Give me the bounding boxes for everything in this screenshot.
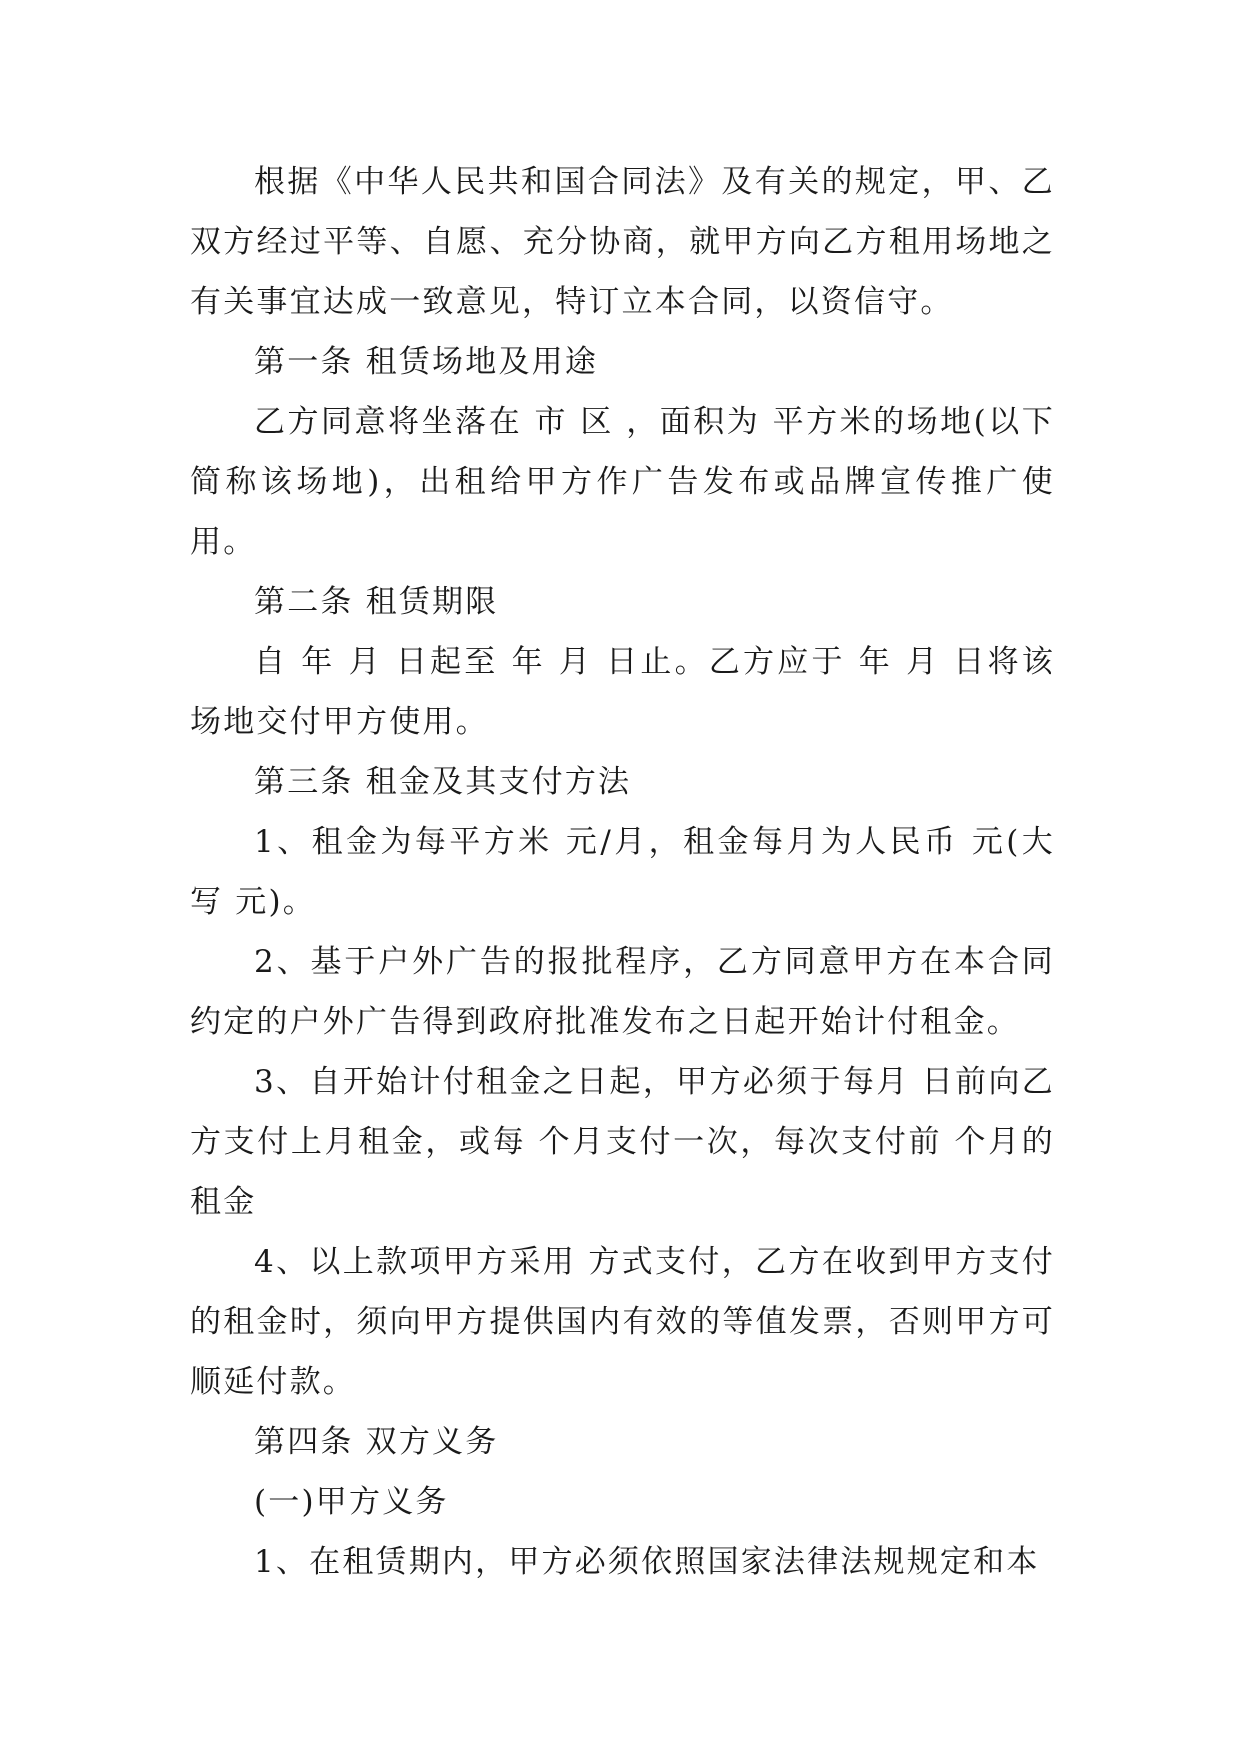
article-4-subheading-party-a: (一)甲方义务 <box>254 1484 449 1520</box>
article-3-clause-1: 1、租金为每平方米 元/月，租金每月为人民币 元(大写 元)。 <box>190 824 1055 920</box>
article-1-heading: 第一条 租赁场地及用途 <box>254 344 599 380</box>
document-body <box>190 152 1055 1592</box>
article-2-body: 自 年 月 日起至 年 月 日止。乙方应于 年 月 日将该场地交付甲方使用。 <box>190 644 1055 740</box>
article-3-heading: 第三条 租金及其支付方法 <box>254 764 632 800</box>
article-2-heading: 第二条 租赁期限 <box>254 584 499 620</box>
article-4-heading: 第四条 双方义务 <box>254 1424 499 1460</box>
article-4-clause-1: 1、在租赁期内，甲方必须依照国家法律法规规定和本 <box>254 1544 1040 1580</box>
article-3-clause-2: 2、基于户外广告的报批程序，乙方同意甲方在本合同约定的户外广告得到政府批准发布之日起开始计付租金。 <box>190 944 1055 1040</box>
intro-paragraph: 根据《中华人民共和国合同法》及有关的规定，甲、乙双方经过平等、自愿、充分协商，就甲方向乙方租用场地之有关事宜达成一致意见，特订立本合同，以资信守。 <box>190 164 1055 320</box>
article-3-clause-4: 4、以上款项甲方采用 方式支付，乙方在收到甲方支付的租金时，须向甲方提供国内有效的等值发票，否则甲方可顺延付款。 <box>190 1244 1055 1400</box>
article-1-body: 乙方同意将坐落在 市 区 ，面积为 平方米的场地(以下简称该场地)，出租给甲方作广告发布或品牌宣传推广使用。 <box>190 404 1055 560</box>
article-3-clause-3: 3、自开始计付租金之日起，甲方必须于每月 日前向乙方支付上月租金，或每 个月支付一次，每次支付前 个月的租金 <box>190 1064 1055 1220</box>
